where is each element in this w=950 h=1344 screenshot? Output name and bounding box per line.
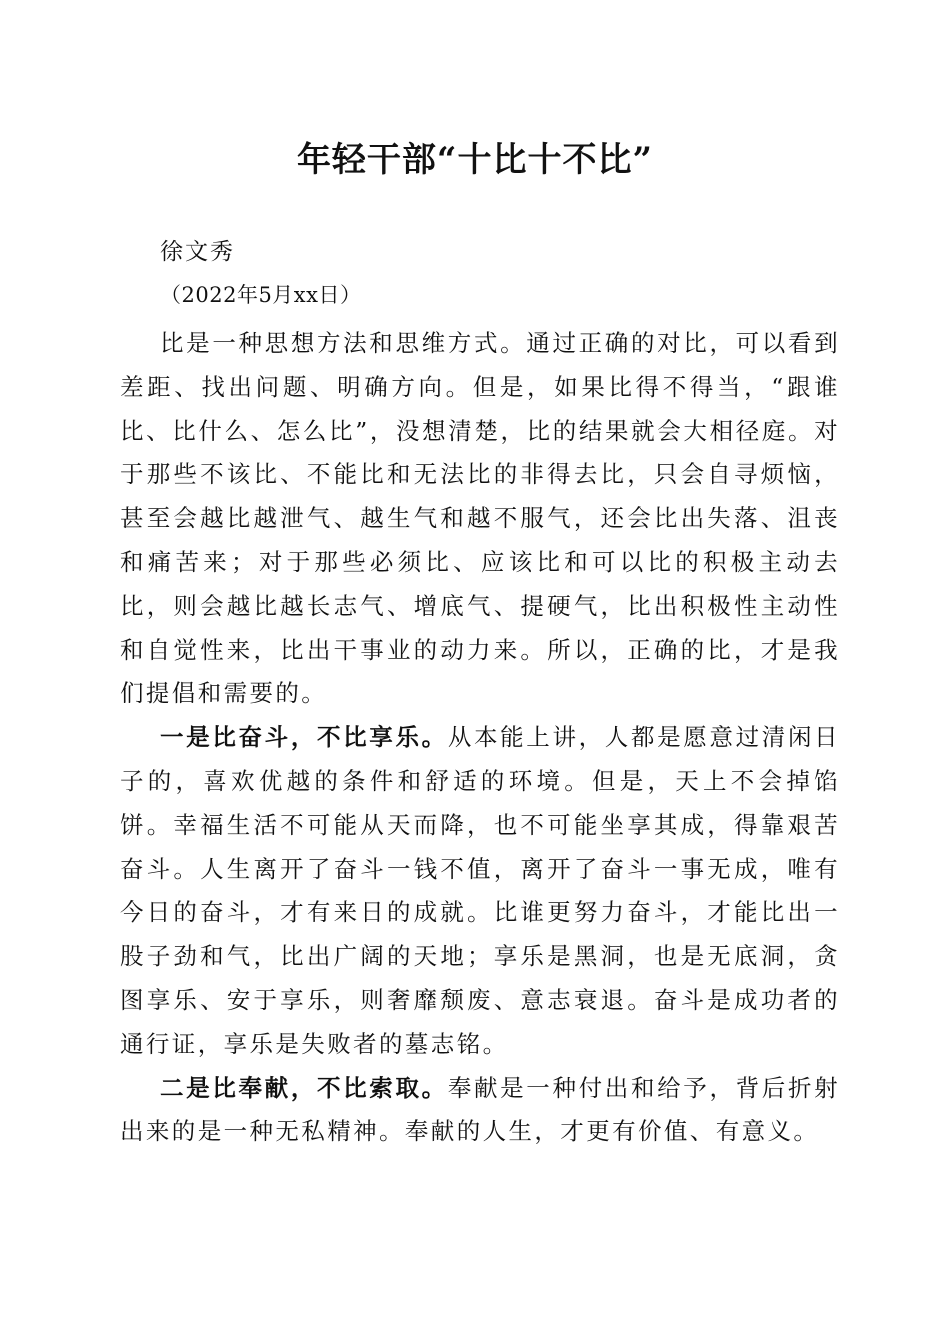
paragraph-point-one [120, 716, 840, 1066]
paragraph-text: 奉献是一种付出和给予，背后折射出来的是一种无私精神。奉献的人生，才更有价值、有意义。 [120, 1073, 841, 1146]
paragraph-text: 从本能上讲，人都是愿意过清闲日子的，喜欢优越的条件和舒适的环境。但是，天上不会掉馅饼。幸福生活不可能从天而降，也不可能坐享其成，得靠艰苦奋斗。人生离开了奋斗一钱不值，离开了奋斗一事无成，唯有今日的奋斗，才有来日的成就。比谁更努力奋斗，才能比出一股子劲和气，比出广阔的天地；享乐是黑洞，也是无底洞，贪图享乐、安于享乐，则奢靡颓废、意志衰退。奋斗是成功者的通行证，享乐是失败者的墓志铭。 [120, 723, 841, 1058]
document-date: （2022年5月xx日） [160, 283, 362, 307]
paragraph-intro [120, 322, 840, 716]
paragraph-lead: 二是比奉献，不比索取。 [160, 1073, 448, 1102]
paragraph-text: 比是一种思想方法和思维方式。通过正确的对比，可以看到差距、找出问题、明确方向。但是，如果比得不得当，“跟谁比、比什么、怎么比”，没想清楚，比的结果就会大相径庭。对于那些不该比、不能比和无法比的非得去比，只会自寻烦恼，甚至会越比越泄气、越生气和越不服气，还会比出失落、沮丧和痛苦来；对于那些必须比、应该比和可以比的积极主动去比，则会越比越长志气、增底气、提硬气，比出积极性主动性和自觉性来，比出干事业的动力来。所以，正确的比，才是我们提倡和需要的。 [120, 329, 840, 708]
paragraph-lead: 一是比奋斗，不比享乐。 [160, 723, 448, 752]
paragraph-point-two [120, 1067, 840, 1155]
document-title: 年轻干部“十比十不比” [296, 140, 654, 180]
author-name: 徐文秀 [160, 239, 235, 265]
document-body [120, 322, 840, 1154]
